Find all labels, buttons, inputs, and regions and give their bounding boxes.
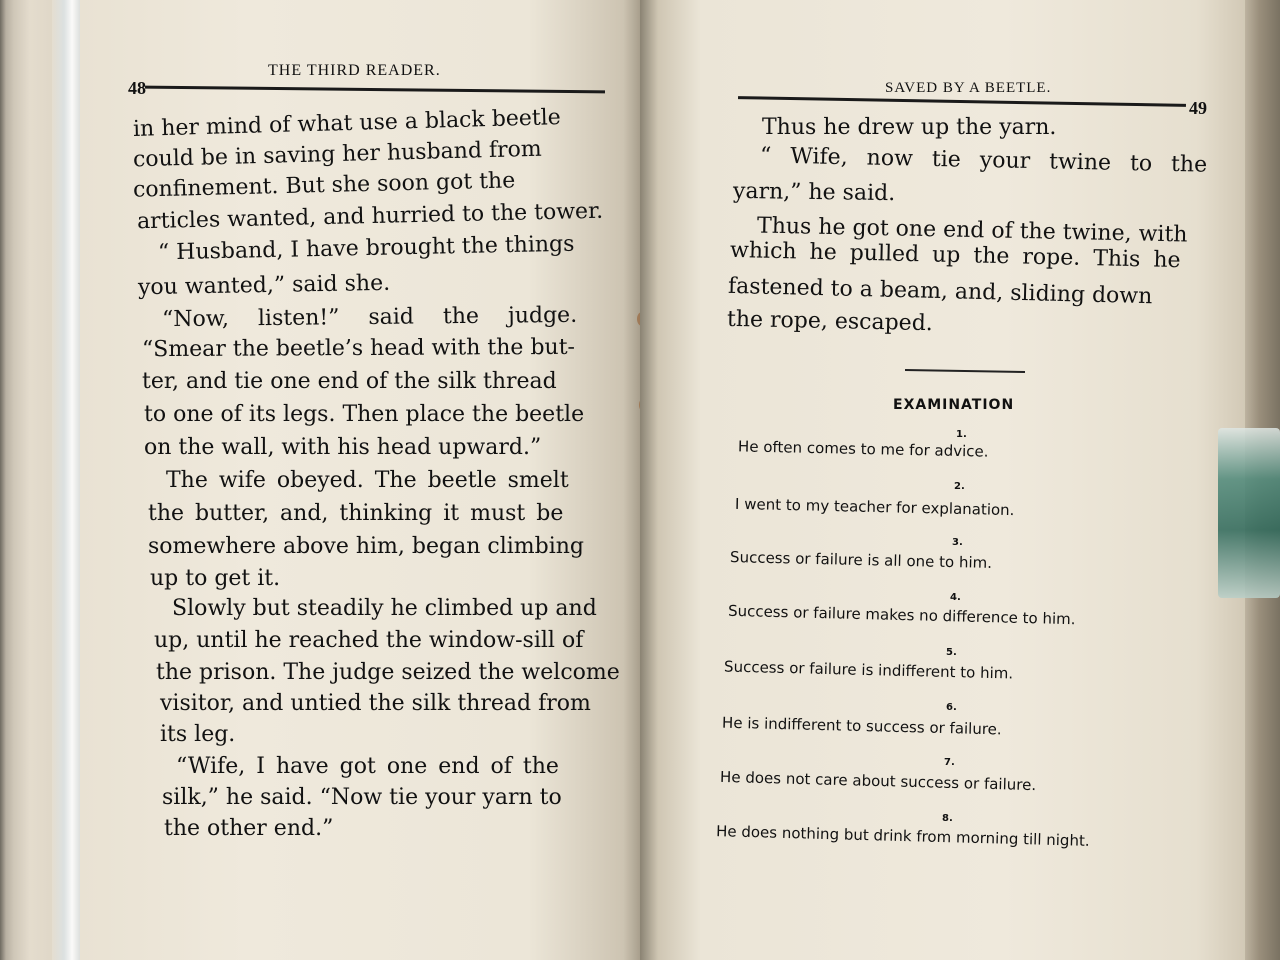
text-line: “Wife, I have got one end of the — [176, 754, 559, 779]
glass-page-weight — [1218, 428, 1280, 598]
text-line: on the wall, with his head upward.” — [144, 435, 542, 460]
text-line: visitor, and untied the silk thread from — [160, 691, 591, 716]
text-line: somewhere above him, began climbing — [148, 534, 584, 559]
text-line: confinement. But she soon got the — [132, 168, 516, 203]
text-line: the butter, and, thinking it must be — [148, 501, 564, 526]
text-line: yarn,” he said. — [732, 178, 896, 207]
text-line: fastened to a beam, and, sliding down — [727, 273, 1153, 310]
exam-item-number: 4. — [950, 592, 961, 603]
text-line: which he pulled up the rope. This he — [729, 237, 1181, 274]
text-line: to one of its legs. Then place the beetle — [144, 402, 585, 427]
text-line: the prison. The judge seized the welcome — [156, 660, 620, 685]
exam-item-text: He does not care about success or failure. — [719, 767, 1037, 795]
text-line: “Smear the beetle’s head with the but- — [141, 334, 576, 363]
text-line: its leg. — [160, 722, 236, 747]
text-line: could be in saving her husband from — [132, 136, 543, 173]
exam-item-number: 7. — [944, 757, 955, 768]
left-page-number: 48 — [128, 78, 146, 98]
text-line: you wanted,” said she. — [137, 270, 391, 301]
exam-item-text: Success or failure is all one to him. — [729, 548, 993, 572]
exam-item-number: 6. — [946, 702, 957, 713]
exam-item-text: Success or failure is indifferent to him. — [723, 657, 1014, 683]
right-running-head: SAVED BY A BEETLE. — [885, 80, 1052, 96]
text-line: articles wanted, and hurried to the tower. — [136, 198, 604, 235]
exam-item-text: He is indifferent to success or failure. — [721, 713, 1002, 739]
text-line: the rope, escaped. — [726, 306, 934, 337]
exam-item-text: He often comes to me for advice. — [737, 437, 989, 461]
text-line: the other end.” — [164, 816, 334, 841]
exam-item-number: 3. — [952, 537, 963, 548]
text-line: up, until he reached the window-sill of — [154, 628, 584, 653]
right-page-number: 49 — [1189, 98, 1207, 118]
examination-title: EXAMINATION — [893, 397, 1015, 413]
text-line: in her mind of what use a black beetle — [132, 105, 562, 142]
text-line: silk,” he said. “Now tie your yarn to — [162, 785, 562, 810]
exam-item-number: 2. — [954, 481, 965, 492]
left-running-head: THE THIRD READER. — [268, 62, 441, 79]
exam-item-number: 1. — [956, 429, 967, 440]
exam-item-number: 5. — [946, 647, 957, 658]
text-line: up to get it. — [150, 566, 281, 591]
exam-item-text: He does nothing but drink from morning till night. — [715, 822, 1090, 850]
text-line: ter, and tie one end of the silk thread — [142, 369, 557, 394]
exam-item-text: Success or failure makes no difference to him. — [727, 601, 1076, 629]
text-line: Slowly but steadily he climbed up and — [172, 596, 597, 621]
text-line: Thus he drew up the yarn. — [762, 115, 1057, 140]
text-line: “ Husband, I have brought the things — [157, 231, 575, 266]
text-line: The wife obeyed. The beetle smelt — [166, 468, 569, 493]
exam-item-text: I went to my teacher for explanation. — [734, 494, 1015, 520]
text-line: Thus he got one end of the twine, with — [756, 213, 1188, 248]
text-line: “Now, listen!” said the judge. — [161, 302, 578, 333]
text-line: “ Wife, now tie your twine to the — [759, 143, 1208, 178]
exam-item-number: 8. — [942, 813, 953, 824]
